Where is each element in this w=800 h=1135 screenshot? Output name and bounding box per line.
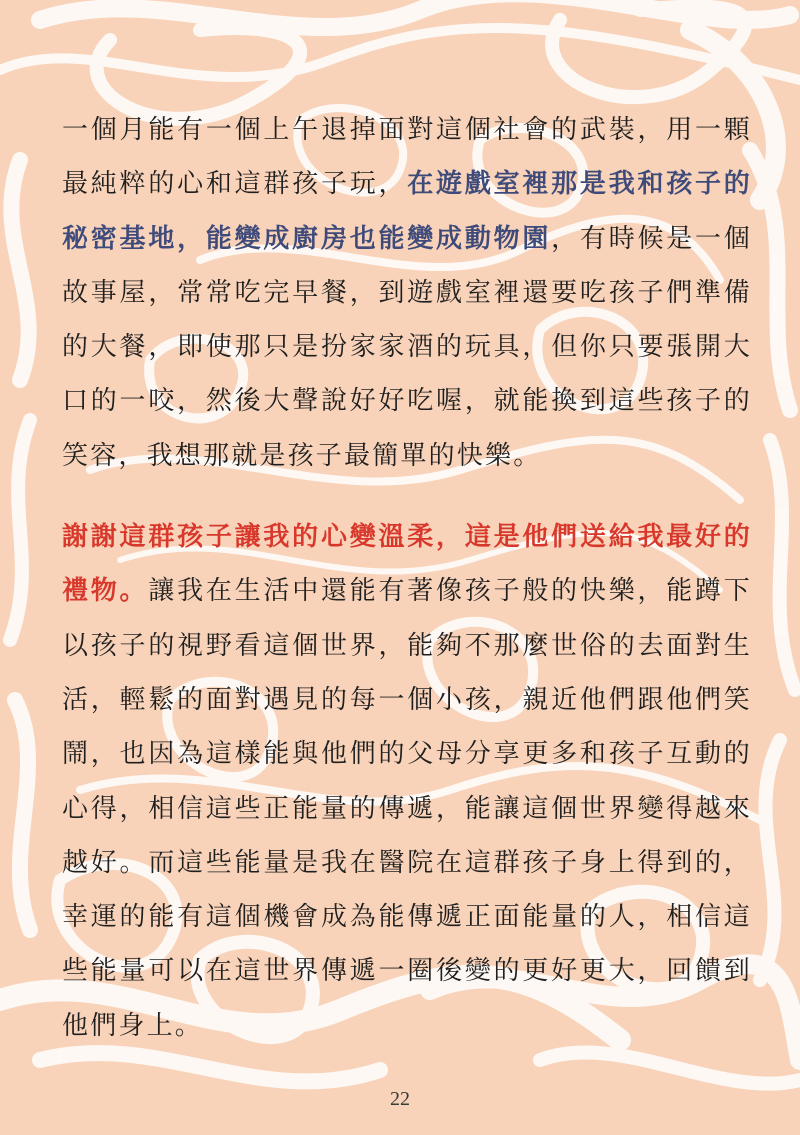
paragraph-1-text: 一個月能有一個上午退掉面對這個社會的武裝，用一顆最純粹的心和這群孩子玩， bbox=[62, 115, 752, 200]
page-number: 22 bbox=[390, 1088, 410, 1110]
paragraph-2-highlight: 謝謝這群孩子讓我的心變溫柔，這是他們送給我最好的禮物。 bbox=[62, 522, 752, 607]
paragraph-2 bbox=[62, 510, 752, 1053]
paragraph-1-highlight: 在遊戲室裡那是我和孩子的秘密基地，能變成廚房也能變成動物園 bbox=[62, 169, 752, 254]
paragraph-2-text: 讓我在生活中還能有著像孩子般的快樂，能蹲下以孩子的視野看這個世界，能夠不那麼世俗的去面對生活，輕鬆的面對遇見的每一個小孩，親近他們跟他們笑鬧，也因為這樣能與他們的父母分享更多和孩子互動的心得，相信這些正能量的傳遞，能讓這個世界變得越來越好。而這些能量是我在醫院在這群孩子身上得到的，幸運的能有這個機會成為能傳遞正面能量的人，相信這些能量可以在這世界傳遞一圈後變的更好更大，回饋到他們身上。 bbox=[62, 576, 752, 1041]
article-body bbox=[62, 103, 752, 1053]
paragraph-1 bbox=[62, 103, 752, 483]
paragraph-1-text-continued: ，有時候是一個故事屋，常常吃完早餐，到遊戲室裡還要吃孩子們準備的大餐，即使那只是扮家家酒的玩具，但你只要張開大口的一咬，然後大聲說好好吃喔，就能換到這些孩子的笑容，我想那就是孩子最簡單的快樂。 bbox=[62, 223, 752, 471]
